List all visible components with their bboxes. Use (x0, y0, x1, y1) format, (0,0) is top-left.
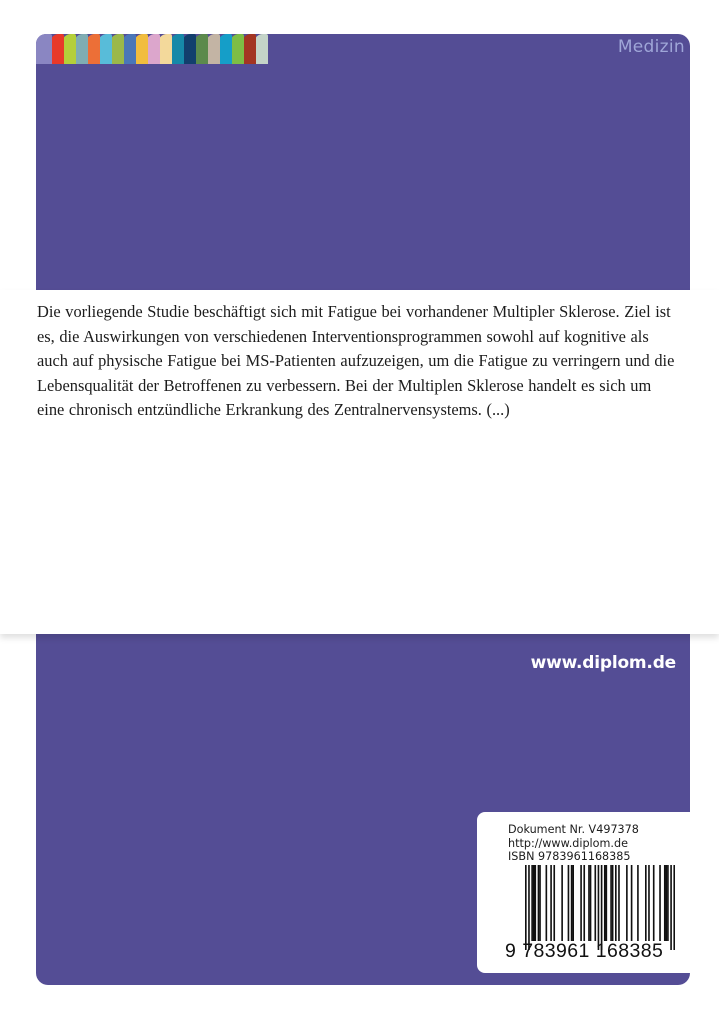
barcode-digit-lead: 9 (505, 940, 517, 962)
series-color-tabs (36, 34, 266, 64)
barcode-digit-group-1: 783961 (522, 940, 590, 962)
series-tab (146, 34, 160, 64)
series-tab (242, 34, 256, 64)
series-tab (122, 34, 136, 64)
publisher-website: www.diplom.de (530, 653, 676, 673)
book-blurb: Die vorliegende Studie beschäftigt sich mit Fatigue bei vorhandener Multipler Sklerose. Ziel ist es, die Auswirkungen von verschiedenen Interventionsprogrammen sowohl auf kognitive als auch auf physische Fatigue bei MS-Patienten aufzuzeigen, um die Fatigue zu verringern und die Lebensqualität der Betroffenen zu verbessern. Bei der Multiplen Sklerose handelt es sich um eine chronisch entzündliche Erkrankung des Zentralnervensystems. (...) (37, 302, 675, 420)
document-url: http://www.diplom.de (508, 836, 628, 850)
series-tab (74, 34, 88, 64)
series-tab (194, 34, 208, 64)
document-number: Dokument Nr. V497378 (508, 823, 639, 836)
series-tab (254, 34, 268, 64)
series-tab (134, 34, 148, 64)
series-tab (170, 34, 184, 64)
series-tab (206, 34, 220, 64)
series-tab (158, 34, 172, 64)
series-tab (110, 34, 124, 64)
series-tab (50, 34, 64, 64)
barcode-digits (505, 940, 663, 963)
series-tab (86, 34, 100, 64)
series-tab (182, 34, 196, 64)
series-tab (98, 34, 112, 64)
cover-top-panel (36, 34, 690, 290)
isbn-meta (508, 823, 639, 864)
barcode-digit-group-2: 168385 (595, 940, 664, 962)
series-tab (62, 34, 76, 64)
isbn-box (477, 812, 690, 973)
isbn-number: ISBN 9783961168385 (508, 850, 631, 863)
blurb-panel (0, 290, 719, 634)
series-tab (230, 34, 244, 64)
series-label: Medizin (617, 37, 685, 57)
series-tab (36, 34, 52, 64)
barcode-icon (525, 865, 675, 950)
series-tab (218, 34, 232, 64)
